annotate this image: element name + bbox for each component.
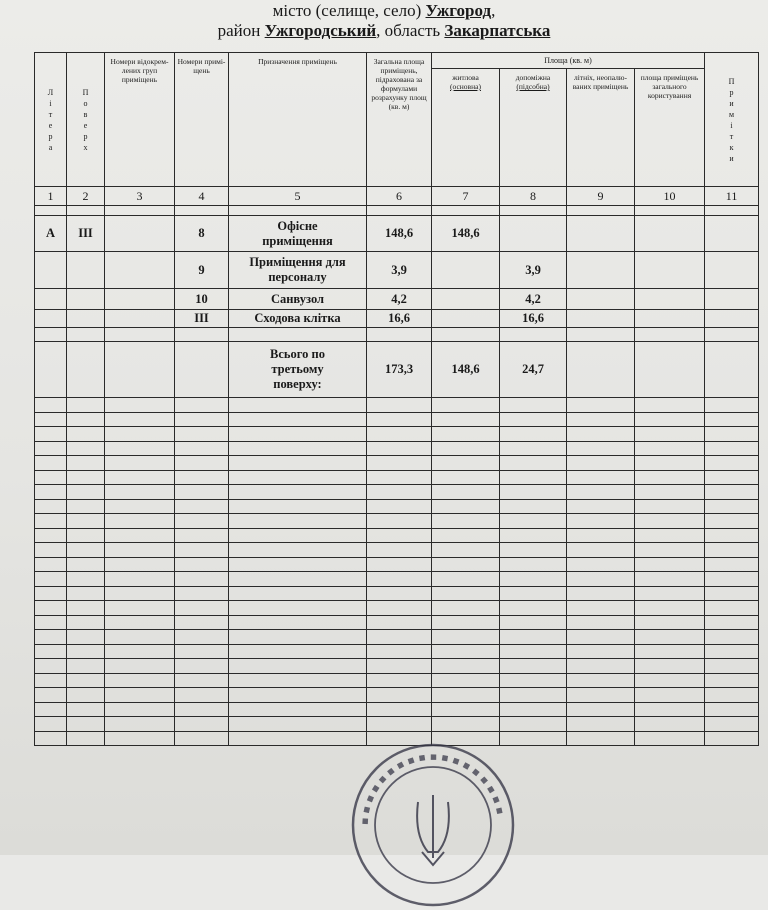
empty-row xyxy=(35,427,759,442)
table-row xyxy=(35,216,759,252)
cell-group xyxy=(105,252,175,289)
cell-notes xyxy=(705,216,759,252)
col-number: 7 xyxy=(432,187,500,206)
empty-row xyxy=(35,586,759,601)
cell-common xyxy=(635,216,705,252)
col-header-group-number: Номери відокрем-лених груп приміщень xyxy=(105,53,175,187)
col-header-area-group: Площа (кв. м) xyxy=(432,53,705,69)
location-line-city xyxy=(0,1,768,21)
cell-total: 16,6 xyxy=(367,310,432,328)
col-number: 5 xyxy=(229,187,367,206)
total-area: 173,3 xyxy=(367,342,432,398)
cell-purpose: Санвузол xyxy=(229,289,367,310)
region-name: Закарпатська xyxy=(444,21,551,40)
empty-row xyxy=(35,630,759,645)
table-row xyxy=(35,252,759,289)
district-name: Ужгородський xyxy=(264,21,377,40)
cell-litera xyxy=(35,310,67,328)
table-row xyxy=(35,310,759,328)
cell-purpose: Офісне приміщення xyxy=(229,216,367,252)
col-header-purpose: Призначення приміщень xyxy=(229,53,367,187)
cell-purpose: Сходова клітка xyxy=(229,310,367,328)
city-name: Ужгород xyxy=(425,1,492,20)
cell-common xyxy=(635,310,705,328)
col-number: 4 xyxy=(175,187,229,206)
col-header-poverkh: П о в е р х xyxy=(67,53,105,187)
cell-aux: 3,9 xyxy=(500,252,567,289)
cell-aux: 16,6 xyxy=(500,310,567,328)
col-header-common-use: площа приміщень загального користування xyxy=(635,69,705,187)
cell-floor xyxy=(67,310,105,328)
col-number: 11 xyxy=(705,187,759,206)
cell-group xyxy=(105,216,175,252)
cell-room: 8 xyxy=(175,216,229,252)
district-prefix: район xyxy=(217,21,265,40)
cell-summer xyxy=(567,252,635,289)
total-row xyxy=(35,342,759,398)
cell-group xyxy=(105,289,175,310)
cell-room: 10 xyxy=(175,289,229,310)
cell-common xyxy=(635,252,705,289)
empty-row xyxy=(35,412,759,427)
col-header-auxiliary: допоміжна (підсобна) xyxy=(500,69,567,187)
empty-rows xyxy=(35,398,759,746)
cell-living: 148,6 xyxy=(432,216,500,252)
cell-living xyxy=(432,289,500,310)
col-number: 1 xyxy=(35,187,67,206)
empty-row xyxy=(35,456,759,471)
premises-table xyxy=(34,52,759,746)
cell-summer xyxy=(567,216,635,252)
empty-row xyxy=(35,644,759,659)
svg-text:▪ ▪ ▪ ▪ ▪ ▪ ▪ ▪ ▪ ▪ ▪ ▪ ▪ ▪ ▪: ▪ ▪ ▪ ▪ ▪ ▪ ▪ ▪ ▪ ▪ ▪ ▪ ▪ ▪ ▪ ▪ ▪ ▪ xyxy=(357,749,508,826)
cell-living xyxy=(432,310,500,328)
col-number: 10 xyxy=(635,187,705,206)
location-line-district xyxy=(0,21,768,41)
col-header-living: житлова (основна) xyxy=(432,69,500,187)
empty-row xyxy=(35,572,759,587)
col-number: 6 xyxy=(367,187,432,206)
empty-row xyxy=(35,499,759,514)
cell-floor xyxy=(67,252,105,289)
empty-row xyxy=(35,528,759,543)
total-living: 148,6 xyxy=(432,342,500,398)
comma: , xyxy=(491,1,496,20)
empty-row xyxy=(35,601,759,616)
total-label: Всього по третьому поверху: xyxy=(229,342,367,398)
empty-row xyxy=(35,514,759,529)
cell-floor xyxy=(67,289,105,310)
empty-row xyxy=(35,557,759,572)
col-number: 8 xyxy=(500,187,567,206)
cell-notes xyxy=(705,310,759,328)
empty-row xyxy=(35,441,759,456)
region-prefix: , область xyxy=(376,21,445,40)
cell-aux: 4,2 xyxy=(500,289,567,310)
column-numbers-row xyxy=(35,187,759,206)
empty-row xyxy=(35,659,759,674)
empty-row xyxy=(35,615,759,630)
col-header-room-number: Номери примі-щень xyxy=(175,53,229,187)
cell-purpose: Приміщення для персоналу xyxy=(229,252,367,289)
empty-row xyxy=(35,398,759,413)
empty-row xyxy=(35,543,759,558)
col-number: 9 xyxy=(567,187,635,206)
cell-living xyxy=(432,252,500,289)
cell-notes xyxy=(705,252,759,289)
cell-group xyxy=(105,310,175,328)
cell-room: 9 xyxy=(175,252,229,289)
cell-aux xyxy=(500,216,567,252)
empty-row xyxy=(35,673,759,688)
col-number: 2 xyxy=(67,187,105,206)
cell-total: 3,9 xyxy=(367,252,432,289)
col-header-summer: літніх, неопалю-ваних приміщень xyxy=(567,69,635,187)
city-prefix: місто (селище, село) xyxy=(272,1,426,20)
cell-litera xyxy=(35,289,67,310)
col-header-notes: П р и м і т к и xyxy=(705,53,759,187)
cell-room: ІІІ xyxy=(175,310,229,328)
empty-row xyxy=(35,485,759,500)
col-header-total-area: Загальна площа приміщень, підрахована за формулами розрахунку площ (кв. м) xyxy=(367,53,432,187)
cell-common xyxy=(635,289,705,310)
empty-row xyxy=(35,717,759,732)
cell-summer xyxy=(567,289,635,310)
empty-row xyxy=(35,688,759,703)
cell-total: 4,2 xyxy=(367,289,432,310)
empty-row xyxy=(35,702,759,717)
cell-summer xyxy=(567,310,635,328)
cell-litera xyxy=(35,252,67,289)
table-row xyxy=(35,289,759,310)
official-seal xyxy=(348,740,518,910)
total-auxiliary: 24,7 xyxy=(500,342,567,398)
cell-floor: ІІІ xyxy=(67,216,105,252)
cell-total: 148,6 xyxy=(367,216,432,252)
cell-notes xyxy=(705,289,759,310)
empty-row xyxy=(35,470,759,485)
spacer-row xyxy=(35,328,759,342)
col-number: 3 xyxy=(105,187,175,206)
col-header-litera: Л і т е р а xyxy=(35,53,67,187)
spacer-row xyxy=(35,206,759,216)
cell-litera: А xyxy=(35,216,67,252)
